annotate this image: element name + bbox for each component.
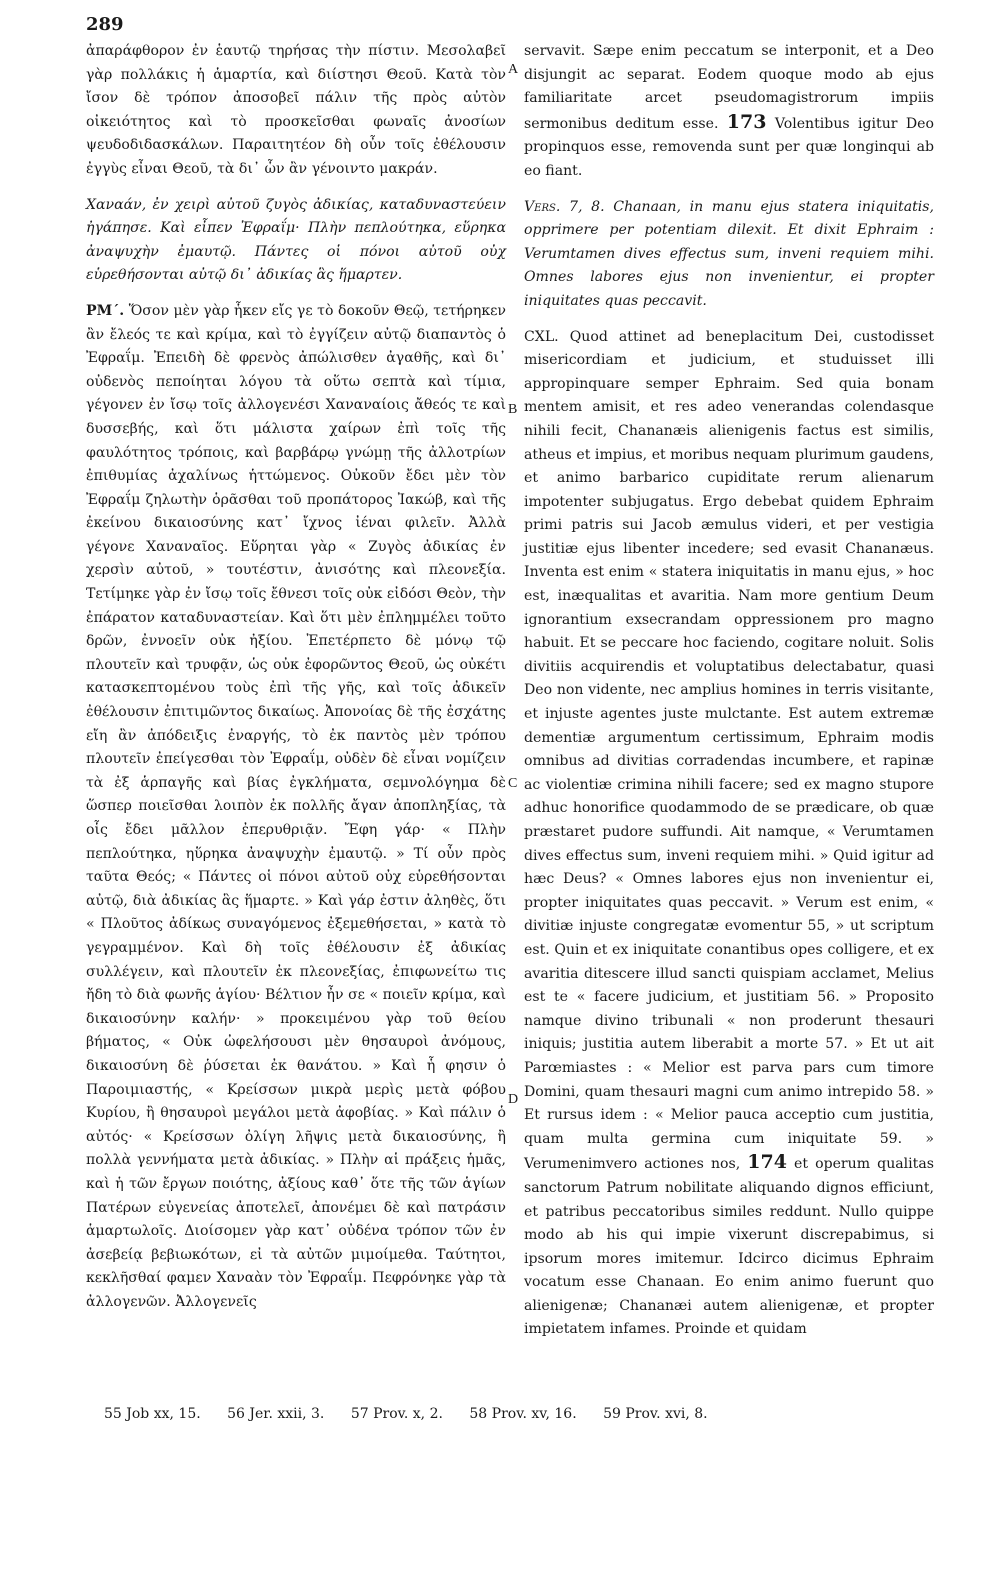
page-number: 289 [86, 14, 124, 35]
margin-marker-a: A [508, 62, 519, 77]
column-number-173: 173 [726, 110, 767, 133]
margin-marker-c: C [508, 776, 518, 791]
margin-marker-d: D [508, 1092, 519, 1107]
latin-lemma-block [524, 196, 934, 314]
latin-intro-a: servavit. Sæpe enim peccatum se interponit, et a Deo disjungit ac separat. Eodem quoque modo ab ejus familiaritate arcet pseudomagistrorum impiis sermonibus deditum esse. [524, 43, 934, 132]
greek-intro: ἀπαράφθορον ἐν ἑαυτῷ τηρήσας τὴν πίστιν. Μεσολαβεῖ γὰρ πολλάκις ἡ ἁμαρτία, καὶ διίστησι Θεοῦ. Κατὰ τὸν ἴσον δὲ τρόπον ἀποσοβεῖ πάλιν τῆς πρὸς αὐτὸν οἰκειότητος καὶ τὸ προσκεῖσθαι φωναῖς ἀνοσίων ψευδοδιδασκάλων. Παραιτητέον δὴ οὖν τοῖς ἐθέλουσιν ἐγγὺς εἶναι Θεοῦ, τὰ δι᾽ ὧν ἂν γένοιντο μακράν. [86, 43, 506, 177]
margin-marker-b: B [508, 402, 518, 417]
latin-section-number: CXL. [524, 328, 559, 345]
greek-section-number: ΡΜ΄. [86, 302, 125, 319]
greek-body: Ὅσον μὲν γὰρ ἧκεν εἴς γε τὸ δοκοῦν Θεῷ, τετήρηκεν ἂν ἔλεός τε καὶ κρίμα, καὶ τὸ ἐγγίζειν αὐτῷ διαπαντὸς ὁ Ἐφραΐμ. Ἐπειδὴ δὲ φρενὸς ἀπώλισθεν ἀγαθῆς, καὶ δι᾽ οὐδενὸς πεποίηται λόγου τὰ οὕτω σεπτὰ καὶ τίμια, γέγονεν ἐν ἴσῳ τοῖς ἀλλογενέσι Χαναναίοις ἄθεός τε καὶ δυσσεβής, καὶ ὅτι μάλιστα χαίρων ἐπὶ τοῖς τῆς φαυλότητος τρόποις, καὶ βαρβάρῳ γνώμῃ τῆς ἀλλοτρίων ἐπιθυμίας ἀχαλίνως ἡττώμενος. Οὐκοῦν ἔδει μὲν τὸν Ἐφραΐμ ζηλωτὴν ὁρᾶσθαι τοῦ προπάτορος Ἰακώβ, καὶ τῆς ἐκείνου δικαιοσύνης κατ᾽ ἴχνος ἰέναι φιλεῖν. Ἀλλὰ γέγονε Χαναναῖος. Εὕρηται γὰρ « Ζυγὸς ἀδικίας ἐν χερσὶν αὐτοῦ, » τουτέστιν, ἀνισότης καὶ πλεονεξία. Τετίμηκε γὰρ ἐν ἴσῳ τοῖς ἔθνεσι τοῖς οὐκ εἰδόσι Θεὸν, τὴν ἐπάρατον καταδυναστείαν. Καὶ ὅτι μὲν ἐπλημμέλει τοῦτο δρῶν, ἐννοεῖν οὐκ ἠξίου. Ἐπετέρπετο δὲ μόνῳ τῷ πλουτεῖν καὶ τρυφᾷν, ὡς οὐκ ἐφορῶντος Θεοῦ, ὡς οὐκέτι κατασκεπτομένου τοὺς ἐπὶ τῆς γῆς, καὶ τοῖς ἀδικεῖν ἐθέλουσιν ἐπιτιμῶντος δικαίως. Ἀπονοίας δὲ τῆς ἐσχάτης εἴη ἂν ἀπόδειξις ἐναργής, τὸ ἐκ παντὸς μὲν τρόπου πλουτεῖν ἐπείγεσθαι τὸν Ἐφραΐμ, οὐδὲν δὲ εἶναι νομίζειν τὰ ἐξ ἁρπαγῆς καὶ βίας ἐγκλήματα, σεμνολόγημα δὲ ὥσπερ ποιεῖσθαι λοιπὸν ἐκ πολλῆς ἄγαν ἀποπληξίας, τὰ οἷς ἔδει μᾶλλον ἐπερυθριᾷν. Ἔφη γάρ· « Πλὴν πεπλούτηκα, ηὕρηκα ἀναψυχὴν ἐμαυτῷ. » Τί οὖν πρὸς ταῦτα Θεός; « Πάντες οἱ πόνοι αὐτοῦ οὐχ εὑρεθήσονται αὐτῷ, διὰ ἀδικίας ἃς ἥμαρτε. » Καὶ γάρ ἐστιν ἀληθὲς, ὅτι « Πλοῦτος ἀδίκως συναγόμενος ἐξεμεθήσεται, » κατὰ τὸ γεγραμμένον. Καὶ δὴ τοῖς ἐθέλουσιν ἐξ ἀδικίας συλλέγειν, καὶ πλουτεῖν ἐκ πλεονεξίας, ἐπιφωνείτω τις ἤδη τὸ διὰ φωνῆς ἁγίου· Βέλτιον ἦν σε « ποιεῖν κρίμα, καὶ δικαιοσύνην καλήν· » προκειμένου γὰρ τοῦ θείου βήματος, « Οὐκ ὠφελήσουσι μὲν θησαυροὶ ἀνόμους, δικαιοσύνη δὲ ῥύσεται ἐκ θανάτου. » Καὶ ἧ φησιν ὁ Παροιμιαστής, « Κρείσσων μικρὰ μερὶς μετὰ φόβου Κυρίου, ἢ θησαυροὶ μεγάλοι μετὰ ἀφοβίας. » Καὶ πάλιν ὁ αὐτός· « Κρείσσων ὀλίγη λῆψις μετὰ δικαιοσύνης, ἢ πολλὰ γεννήματα μετὰ ἀδικίας. » Πλὴν αἱ πράξεις ἡμᾶς, καὶ ἡ τῶν ἔργων ποιότης, ἀξίους καθ᾽ ὅτε τῆς τῶν ἁγίων Πατέρων εὐγενείας ἀποτελεῖ, ἀπονέμει δὲ καὶ πατράσιν ἁμαρτωλοῖς. Διοίσομεν γὰρ κατ᾽ οὐδένα τρόπον τῶν ἐν ἀσεβείᾳ βεβιωκότων, εἰ τὰ αὐτῶν μιμοίμεθα. Ταύτητοι, κεκλῆσθαί φαμεν Χαναὰν τὸν Ἐφραΐμ. Πεφρόνηκε γὰρ τὰ ἀλλογενῶν. Ἀλλογενεῖς [86, 302, 507, 1310]
latin-column [524, 40, 934, 1342]
greek-lemma: Χαναάν, ἐν χειρὶ αὐτοῦ ζυγὸς ἀδικίας, καταδυναστεύειν ἠγάπησε. Καὶ εἶπεν Ἐφραΐμ· Πλὴν πεπλούτηκα, εὕρηκα ἀναψυχὴν ἐμαυτῷ. Πάντες οἱ πόνοι αὐτοῦ οὐχ εὑρεθήσονται αὐτῷ δι᾽ ἀδικίας ἃς ἥμαρτεν. [86, 196, 506, 284]
column-number-174: 174 [747, 1151, 787, 1174]
footnote: 55 Job xx, 15. [104, 1406, 201, 1422]
latin-intro-b: Volentibus igitur Deo propinquos esse, removenda sunt per quæ longinqui ab eo fiant. [524, 115, 935, 179]
footnote: 57 Prov. x, 2. [350, 1406, 443, 1422]
verse-reference: Vers. 7, 8. [524, 198, 605, 215]
latin-intro [524, 40, 934, 184]
greek-column [86, 40, 506, 1314]
footnotes [104, 1406, 934, 1422]
footnote: 59 Prov. xvi, 8. [603, 1406, 708, 1422]
footnote: 56 Jer. xxii, 3. [227, 1406, 325, 1422]
footnote: 58 Prov. xv, 16. [469, 1406, 577, 1422]
latin-body-paragraph [524, 326, 934, 1343]
latin-body-b: et operum qualitas sanctorum Patrum nobilitate aliquando dignos efficiunt, et patribus peccatoribus similes reddunt. Nullo quippe modo ab his qui impie vixerunt discrepabimus, si ipsorum mores imitemur. Idcirco dicimus Ephraim vocatum esse Chanaan. Eo enim animo fuerunt quo alienigenæ; Chananæi autem alienigenæ, et propter impietatem infames. Proinde et quidam [524, 1156, 934, 1338]
latin-body-a: Quod attinet ad beneplacitum Dei, custodisset misericordiam et judicium, et studuisset illi appropinquare semper Ephraim. Sed quia bonam mentem amisit, et res adeo venerandas colendasque nihili fecit, Chananæis alienigenis factus est similis, atheus et impius, et moribus nequam plurimum gaudens, et animo barbarico cupiditate rerum alienarum impotenter subjugatus. Ergo debebat quidem Ephraim primi patris sui Jacob æmulus videri, et per vestigia justitiæ ejus libenter incedere; sed evasit Chananæus. Inventa est enim « statera iniquitatis in manu ejus, » hoc est, inæqualitas et avaritia. Nam more gentium Deum ignorantium exsecrandam oppressionem pro magno habuit. Et se peccare hoc faciendo, cogitare noluit. Solis divitiis acquirendis et voluptatibus delectabatur, quasi Deo non vidente, nec amplius homines in terris visitante, et injuste agentes juste mulctante. Est autem extremæ dementiæ argumentum certissimum, Ephraim modis omnibus ad divitias corradendas incumbere, et rapinæ ac violentiæ crimina nihili facere; sed ex magno stupore adhuc honorifice quodammodo de se prædicare, ob quæ præstaret pudore suffundi. Ait namque, « Verumtamen dives effectus sum, inveni requiem mihi. » Quid igitur ad hæc Deus? « Omnes labores ejus non invenientur ei, propter iniquitates quas peccavit. » Verum est enim, « divitiæ injuste congregatæ evomentur 55, » ut scriptum est. Quin et ex iniquitate conantibus opes colligere, et ex avaritia ditescere illud sancti quispiam acclamet, Melius est te « facere judicium, et justitiam 56. » Proposito namque divino tribunali « non proderunt thesauri iniquis; justitia autem liberabit a morte 57. » Et ut ait Parœmiastes : « Melior est parva pars cum timore Domini, quam thesauri magni cum animo intrepido 58. » Et rursus idem : « Melior pauca acceptio cum justitia, quam multa germina cum iniquitate 59. » Verumenimvero actiones nos, [524, 328, 934, 1173]
greek-body-paragraph [86, 300, 506, 1315]
latin-lemma: Chanaan, in manu ejus statera iniquitatis, opprimere per potentiam dilexit. Et dixit Ephraim : Verumtamen dives effectus sum, inveni requiem mihi. Omnes labores ejus non invenientur, ei propter iniquitates quas peccavit. [524, 198, 934, 309]
